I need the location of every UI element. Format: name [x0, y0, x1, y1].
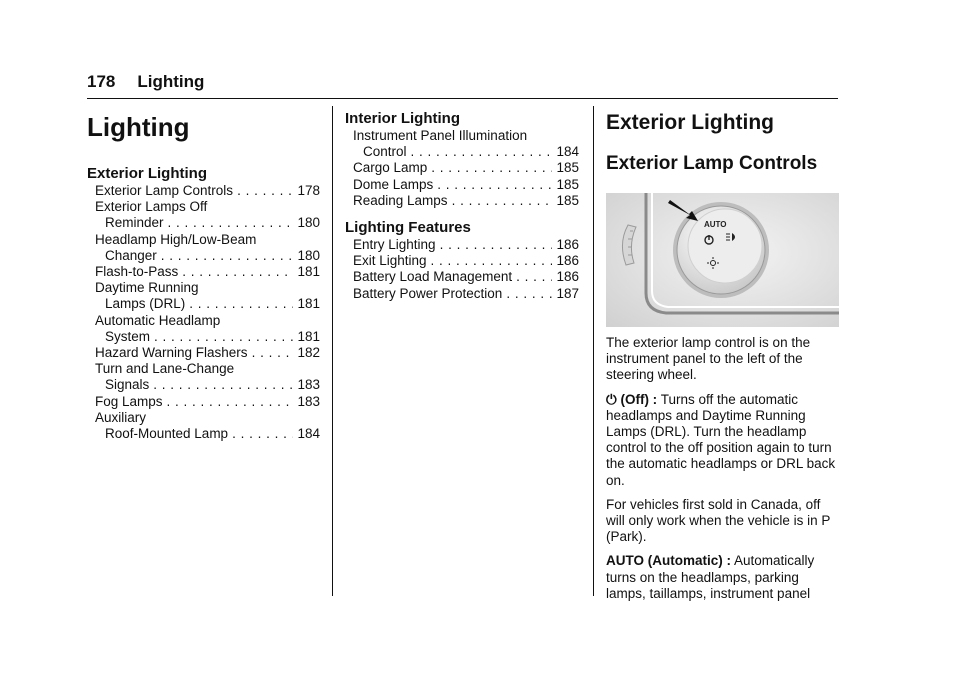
page-number: 178 [87, 72, 116, 91]
chapter-title: Lighting [87, 112, 190, 142]
toc-entry-line1[interactable]: Auxiliary [95, 409, 147, 425]
page-header [87, 72, 838, 99]
toc-entry-line1[interactable]: Headlamp High/Low-Beam [95, 231, 257, 247]
column-divider [332, 106, 333, 596]
content-column [606, 108, 839, 610]
toc-entry[interactable]: Signals . . . 183 [87, 377, 320, 393]
toc-entry-line1[interactable]: Exterior Lamps Off [95, 199, 208, 215]
toc-entry[interactable]: Hazard Warning Flashers . . . 182 [87, 345, 320, 361]
toc-entry[interactable]: Battery Load Management . . . 186 [345, 269, 579, 285]
toc-heading: Exterior Lighting [87, 165, 207, 182]
toc-entry[interactable]: Changer . . . 180 [87, 248, 320, 264]
column-divider [593, 106, 594, 596]
toc-entry[interactable]: Exterior Lamp Controls . . . 178 [87, 183, 320, 199]
toc-entry[interactable]: Fog Lamps . . . 183 [87, 394, 320, 410]
off-icon: ⏻ [606, 391, 617, 407]
off-label: (Off) : [620, 391, 658, 407]
auto-label: AUTO (Automatic) : [606, 553, 731, 569]
toc-entry[interactable]: Reminder . . . 180 [87, 215, 320, 231]
lamp-control-figure [606, 193, 839, 327]
subsection-heading: Exterior Lamp Controls [606, 153, 818, 174]
toc-entry[interactable]: Reading Lamps . . . 185 [345, 193, 579, 209]
toc-entry[interactable]: Control . . . 184 [345, 144, 579, 160]
auto-text: Automatically turns on the headlamps, parking lamps, taillamps, instrument panel [606, 553, 815, 601]
off-description [606, 392, 839, 489]
toc-entry-line1[interactable]: Automatic Headlamp [95, 312, 221, 328]
toc-entry[interactable]: Entry Lighting . . . 186 [345, 237, 579, 253]
toc-entry-line1[interactable]: Instrument Panel Illumination [353, 128, 528, 143]
toc-entry[interactable]: Flash-to-Pass . . . 181 [87, 264, 320, 280]
canada-note: For vehicles first sold in Canada, off will only work when the vehicle is in P (Park). [606, 496, 831, 545]
intro-paragraph: The exterior lamp control is on the instrument panel to the left of the steering wheel. [606, 335, 811, 383]
toc-entry[interactable]: Exit Lighting . . . 186 [345, 253, 579, 269]
off-text: Turns off the automatic headlamps and Daytime Running Lamps (DRL). Turn the headlamp control to the off position again to turn the automatic headlamps or DRL back on. [606, 391, 836, 488]
toc-entry[interactable]: Cargo Lamp . . . 185 [345, 160, 579, 176]
toc-entry[interactable]: Roof-Mounted Lamp . . . 184 [87, 426, 320, 442]
toc-column-2 [345, 110, 579, 302]
toc-entry-line1[interactable]: Daytime Running [95, 280, 199, 296]
toc-entry-line1[interactable]: Turn and Lane-Change [95, 361, 235, 377]
section-heading: Exterior Lighting [606, 111, 774, 134]
toc-entry[interactable]: Lamps (DRL) . . . 181 [87, 296, 320, 312]
toc-heading: Interior Lighting [345, 110, 460, 127]
toc-entry[interactable]: Battery Power Protection . . . 187 [345, 286, 579, 302]
toc-entry[interactable]: Dome Lamps . . . 185 [345, 177, 579, 193]
auto-description [606, 553, 839, 602]
toc-column-1 [87, 106, 320, 442]
auto-marking: AUTO [704, 220, 727, 229]
toc-heading: Lighting Features [345, 219, 471, 237]
section-title: Lighting [137, 72, 205, 91]
toc-entry[interactable]: System . . . 181 [87, 329, 320, 345]
